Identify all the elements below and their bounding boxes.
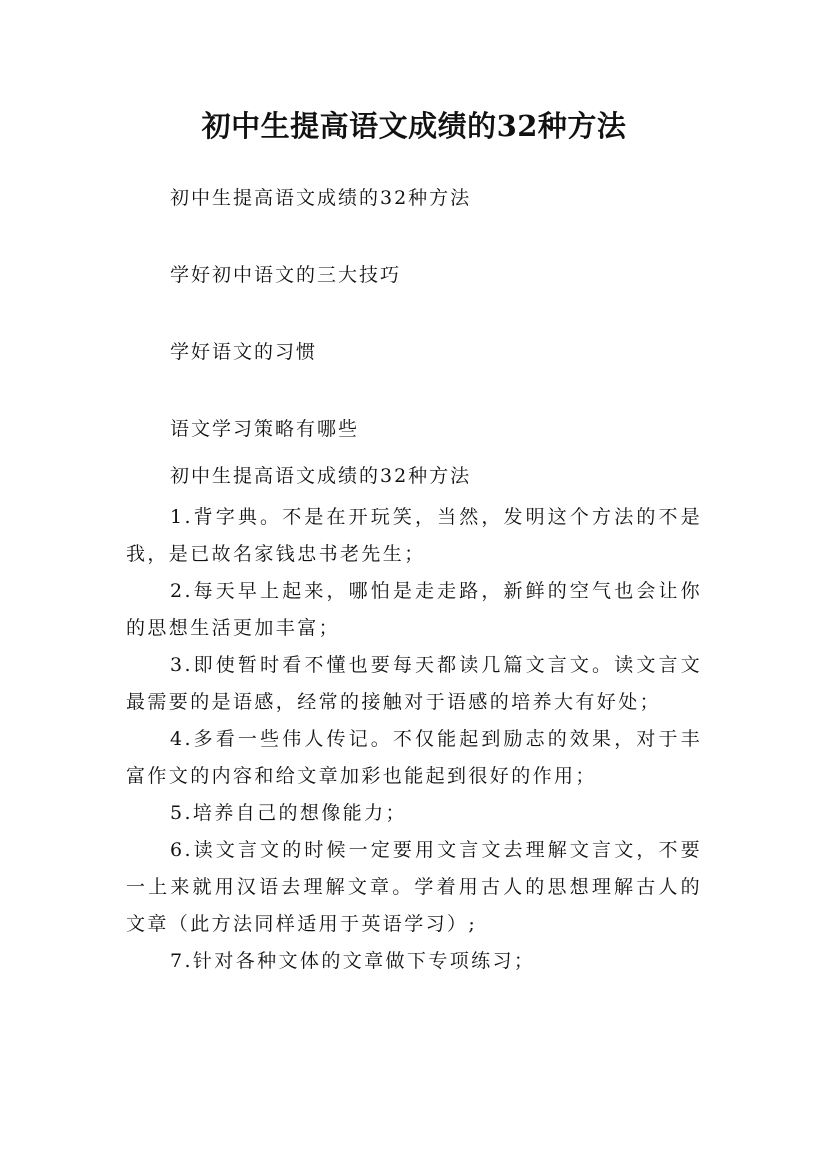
- body-paragraph: 4.多看一些伟人传记。不仅能起到励志的效果，对于丰富作文的内容和给文章加彩也能起到很好的作用；: [126, 728, 702, 787]
- toc-item: 学好语文的习惯: [170, 341, 318, 363]
- body-paragraph: 6.读文言文的时候一定要用文言文去理解文言文，不要一上来就用汉语去理解文章。学着用古人的思想理解古人的文章（此方法同样适用于英语学习）;: [126, 839, 702, 935]
- table-of-contents: [126, 186, 702, 441]
- toc-item: 学好初中语文的三大技巧: [170, 264, 402, 286]
- document-title: 初中生提高语文成绩的32种方法: [201, 109, 627, 143]
- body-paragraph: 2.每天早上起来，哪怕是走走路，新鲜的空气也会让你的思想生活更加丰富；: [126, 580, 702, 639]
- body-paragraph: 3.即使暂时看不懂也要每天都读几篇文言文。读文言文最需要的是语感，经常的接触对于语感的培养大有好处；: [126, 654, 702, 713]
- section-heading: 初中生提高语文成绩的32种方法: [170, 465, 472, 487]
- toc-item: 初中生提高语文成绩的32种方法: [170, 187, 472, 209]
- body-paragraph: 5.培养自己的想像能力；: [170, 802, 407, 824]
- toc-item: 语文学习策略有哪些: [170, 418, 360, 440]
- body-paragraph: 1.背字典。不是在开玩笑，当然，发明这个方法的不是我，是已故名家钱忠书老先生；: [126, 506, 702, 565]
- body-paragraph: 7.针对各种文体的文章做下专项练习；: [170, 950, 536, 972]
- body-section: [126, 464, 702, 980]
